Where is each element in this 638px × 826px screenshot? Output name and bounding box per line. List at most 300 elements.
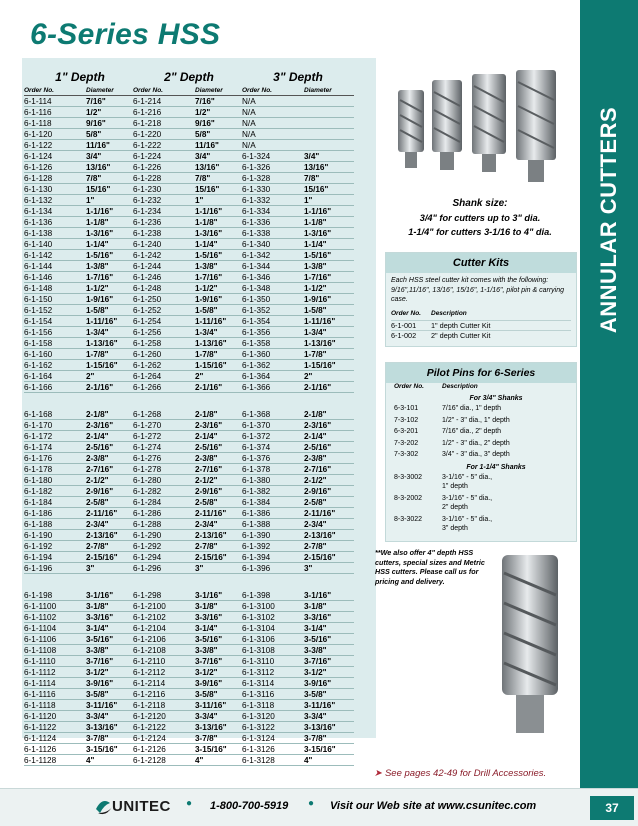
- table-row: [133, 162, 245, 173]
- table-row: [24, 508, 136, 519]
- table-row: [242, 195, 354, 206]
- order-no: 6-1-3102: [242, 613, 275, 622]
- pin-description: 1/2" - 3" dia., 1" depth: [442, 416, 510, 424]
- order-no: 6-1-146: [24, 273, 53, 282]
- order-no: 6-1-1100: [24, 602, 57, 611]
- table-row: [24, 360, 136, 371]
- diameter: 11/16": [86, 141, 110, 150]
- pin-description: 7/16" dia., 2" depth: [442, 428, 502, 435]
- table-row: [242, 733, 354, 744]
- diameter: 2-3/8": [195, 454, 218, 463]
- table-row: [24, 162, 136, 173]
- diameter: 1-13/16": [304, 339, 336, 348]
- table-row: [242, 382, 354, 393]
- diameter: 3-7/16": [86, 657, 114, 666]
- diameter: 15/16": [86, 185, 111, 194]
- table-row: [242, 563, 354, 574]
- table-row: [24, 294, 136, 305]
- table-row: [133, 442, 245, 453]
- diameter: 3-15/16": [86, 745, 118, 754]
- order-no: 6-1-132: [24, 196, 53, 205]
- order-no: 6-1-1116: [24, 690, 56, 699]
- table-row: [24, 733, 136, 744]
- diameter: 2-7/8": [195, 542, 218, 551]
- table-row: [133, 349, 245, 360]
- table-row: [24, 645, 136, 656]
- diameter: 2-1/16": [195, 383, 223, 392]
- order-no: 6-1-386: [242, 509, 271, 518]
- diameter: 3-7/8": [86, 734, 109, 743]
- table-row: [24, 316, 136, 327]
- group-spacer: [242, 574, 354, 590]
- order-no: 6-1-282: [133, 487, 162, 496]
- diameter: 1-5/16": [304, 251, 332, 260]
- pin-description: 3/4" - 3" dia., 3" depth: [442, 451, 510, 458]
- table-row: [242, 316, 354, 327]
- diameter: 1-1/8": [86, 218, 109, 227]
- table-row: [24, 195, 136, 206]
- diameter: 1-3/4": [304, 328, 327, 337]
- diameter: 1-1/2": [304, 284, 327, 293]
- order-no: 6-1-2120: [133, 712, 166, 721]
- table-row: [133, 382, 245, 393]
- diameter: 2": [86, 372, 95, 381]
- pin-description-line-2: 2" depth: [442, 504, 468, 511]
- diameter: 2-15/16": [195, 553, 227, 562]
- order-no: 6-1-2114: [133, 679, 166, 688]
- table-row: [133, 508, 245, 519]
- order-no: 6-1-326: [242, 163, 271, 172]
- table-row: [242, 700, 354, 711]
- diameter: 2-1/2": [86, 476, 109, 485]
- table-row: [24, 656, 136, 667]
- diameter: 1": [195, 196, 204, 205]
- diameter: 1-13/16": [195, 339, 227, 348]
- diameter: 7/16": [86, 97, 106, 106]
- table-row: [133, 700, 245, 711]
- diameter: 15/16": [304, 185, 329, 194]
- order-no: 6-1-2108: [133, 646, 166, 655]
- diameter: 2-5/16": [195, 443, 223, 452]
- diameter: 3-15/16": [304, 745, 336, 754]
- order-no: 6-1-2102: [133, 613, 166, 622]
- table-row: [242, 184, 354, 195]
- order-no: 6-1-116: [24, 108, 52, 117]
- diameter: 2-3/16": [86, 421, 114, 430]
- pilot-pins-title: Pilot Pins for 6-Series: [386, 363, 576, 383]
- table-row: [24, 431, 136, 442]
- table-row: [133, 541, 245, 552]
- order-no: N/A: [242, 119, 256, 128]
- pin-order-no: 6-3-201: [394, 428, 419, 435]
- table-row: [242, 327, 354, 338]
- diameter: 1": [86, 196, 95, 205]
- diameter: 3-11/16": [195, 701, 227, 710]
- diameter: 1-7/8": [304, 350, 327, 359]
- special-sizes-note: **We also offer 4" depth HSS cutters, special sizes and Metric HSS cutters. Please call us for pricing and delivery.: [375, 548, 485, 586]
- order-no: 6-1-290: [133, 531, 162, 540]
- pins-section-34: For 3/4" Shanks: [469, 395, 523, 402]
- kit-order-no: 6-1-002: [391, 330, 417, 340]
- group-spacer: [133, 393, 245, 409]
- order-no: 6-1-136: [24, 218, 53, 227]
- diameter: 2-3/4": [86, 520, 109, 529]
- diameter: 2-1/8": [86, 410, 109, 419]
- diameter: 1/2": [195, 108, 211, 117]
- order-no: 6-1-2126: [133, 745, 166, 754]
- diameter: 2-3/8": [304, 454, 327, 463]
- table-row: [242, 173, 354, 184]
- order-no: 6-1-364: [242, 372, 271, 381]
- table-row: [242, 464, 354, 475]
- table-row: [133, 678, 245, 689]
- diameter: 2-11/16": [304, 509, 336, 518]
- order-no: 6-1-3110: [242, 657, 275, 666]
- order-no: 6-1-184: [24, 498, 53, 507]
- cutter-kits-title: Cutter Kits: [386, 253, 576, 273]
- diameter: 1-3/8": [195, 262, 218, 271]
- column-headers: [24, 86, 136, 96]
- diameter: 1-3/4": [86, 328, 109, 337]
- order-no: 6-1-2128: [133, 756, 166, 765]
- table-row: [242, 371, 354, 382]
- table-row: [24, 283, 136, 294]
- order-no: 6-1-192: [24, 542, 53, 551]
- order-no: 6-1-342: [242, 251, 271, 260]
- order-no: 6-1-220: [133, 130, 162, 139]
- diameter: 2-1/2": [304, 476, 327, 485]
- table-row: [242, 656, 354, 667]
- order-no: 6-1-148: [24, 284, 53, 293]
- table-row: [242, 453, 354, 464]
- order-no: 6-1-166: [24, 383, 53, 392]
- diameter: 3": [86, 564, 95, 573]
- table-row: [242, 228, 354, 239]
- depth-title: 3" Depth: [273, 70, 323, 84]
- order-no: 6-1-178: [24, 465, 53, 474]
- table-row: [24, 96, 136, 107]
- order-no: 6-1-260: [133, 350, 162, 359]
- order-no: 6-1-142: [24, 251, 53, 260]
- pin-description-line-1: 3-1/16" - 5" dia.,: [442, 494, 493, 502]
- table-row: [133, 601, 245, 612]
- order-no: 6-1-236: [133, 218, 162, 227]
- order-no: 6-1-266: [133, 383, 162, 392]
- table-row: [24, 552, 136, 563]
- order-no: 6-1-180: [24, 476, 53, 485]
- depth-column: [133, 70, 245, 766]
- table-row: [133, 667, 245, 678]
- diameter-header: Diameter: [86, 87, 114, 94]
- pin-order-no: 7-3-202: [394, 439, 419, 447]
- table-row: [242, 645, 354, 656]
- order-no: 6-1-392: [242, 542, 271, 551]
- table-row: [242, 612, 354, 623]
- table-row: [24, 261, 136, 272]
- shank-title: Shank size:: [452, 198, 508, 209]
- order-no: 6-1-328: [242, 174, 271, 183]
- order-no: 6-1-2106: [133, 635, 166, 644]
- diameter: 1-7/8": [195, 350, 218, 359]
- diameter: 1-5/8": [195, 306, 218, 315]
- order-no: 6-1-218: [133, 119, 162, 128]
- order-no: 6-1-354: [242, 317, 271, 326]
- table-row: [133, 327, 245, 338]
- order-no: 6-1-3114: [242, 679, 275, 688]
- order-no: 6-1-3104: [242, 624, 275, 633]
- order-no: 6-1-188: [24, 520, 53, 529]
- order-no: 6-1-366: [242, 383, 271, 392]
- diameter: 1-1/16": [304, 207, 332, 216]
- table-row: [242, 162, 354, 173]
- diameter: 1-1/4": [195, 240, 218, 249]
- order-no: 6-1-118: [24, 119, 52, 128]
- order-no: 6-1-330: [242, 185, 271, 194]
- order-no: N/A: [242, 130, 256, 139]
- table-row: [24, 272, 136, 283]
- diameter: 2-7/16": [86, 465, 114, 474]
- order-no: 6-1-378: [242, 465, 271, 474]
- table-row: [24, 755, 136, 766]
- order-no: 6-1-130: [24, 185, 53, 194]
- table-row: [242, 140, 354, 151]
- pin-description: [442, 494, 492, 513]
- table-row: [133, 645, 245, 656]
- diameter: 2-1/4": [195, 432, 218, 441]
- diameter: 3-5/16": [195, 635, 223, 644]
- order-no: 6-1-274: [133, 443, 162, 452]
- table-row: [24, 442, 136, 453]
- diameter: 3-9/16": [304, 679, 332, 688]
- table-row: [242, 283, 354, 294]
- table-row: [24, 722, 136, 733]
- table-row: [133, 283, 245, 294]
- table-row: [242, 431, 354, 442]
- table-row: [24, 409, 136, 420]
- table-row: [133, 360, 245, 371]
- diameter: 2-7/8": [304, 542, 327, 551]
- diameter: 2-3/8": [86, 454, 109, 463]
- order-no: 6-1-258: [133, 339, 162, 348]
- table-row: [242, 250, 354, 261]
- order-no: 6-1-3116: [242, 690, 275, 699]
- order-no: 6-1-376: [242, 454, 271, 463]
- order-no: 6-1-2104: [133, 624, 166, 633]
- diameter: 4": [195, 756, 204, 765]
- order-no: 6-1-158: [24, 339, 53, 348]
- diameter: 1-1/4": [304, 240, 327, 249]
- diameter: 3-9/16": [86, 679, 114, 688]
- table-row: [242, 239, 354, 250]
- table-row: [242, 744, 354, 755]
- order-no: 6-1-224: [133, 152, 162, 161]
- order-no: 6-1-384: [242, 498, 271, 507]
- diameter: 1-9/16": [304, 295, 332, 304]
- pin-order-no: 8-3-2002: [394, 494, 423, 502]
- diameter: 1-3/16": [195, 229, 223, 238]
- pin-description: 7/16" dia., 1" depth: [442, 405, 502, 412]
- table-row: [24, 349, 136, 360]
- order-no: 6-1-372: [242, 432, 271, 441]
- order-no: 6-1-230: [133, 185, 162, 194]
- order-no: 6-1-128: [24, 174, 53, 183]
- diameter: 2-11/16": [86, 509, 118, 518]
- diameter: 3-3/4": [86, 712, 109, 721]
- diameter: 2-9/16": [304, 487, 332, 496]
- order-no: 6-1-288: [133, 520, 162, 529]
- diameter: 3-13/16": [86, 723, 118, 732]
- order-no: 6-1-264: [133, 372, 162, 381]
- diameter: 1-1/8": [304, 218, 327, 227]
- diameter: 1-3/8": [86, 262, 109, 271]
- order-no: 6-1-164: [24, 372, 53, 381]
- order-no: N/A: [242, 141, 256, 150]
- order-no: 6-1-172: [24, 432, 53, 441]
- diameter: 2-9/16": [86, 487, 114, 496]
- side-label: ANNULAR CUTTERS: [596, 106, 621, 334]
- pin-order-no: 6-3-101: [394, 405, 419, 412]
- diameter: 3-1/4": [86, 624, 109, 633]
- diameter: 1-1/8": [195, 218, 218, 227]
- order-no: 6-1-374: [242, 443, 271, 452]
- order-no: 6-1-170: [24, 421, 53, 430]
- order-no: 6-1-114: [24, 97, 52, 106]
- order-no: 6-1-1128: [24, 756, 57, 765]
- table-row: [24, 486, 136, 497]
- diameter: 3-5/8": [86, 690, 109, 699]
- order-no: 6-1-134: [24, 207, 53, 216]
- order-no: 6-1-394: [242, 553, 271, 562]
- table-row: [24, 497, 136, 508]
- diameter: 1-1/2": [86, 284, 109, 293]
- diameter: 1-7/16": [86, 273, 114, 282]
- pins-col-desc: Description: [442, 383, 478, 390]
- order-no: 6-1-242: [133, 251, 162, 260]
- see-pages-link[interactable]: [374, 768, 546, 779]
- table-row: [133, 409, 245, 420]
- table-row: [133, 590, 245, 601]
- diameter: 1/2": [86, 108, 102, 117]
- table-row: [133, 623, 245, 634]
- order-no-header: Order No.: [242, 87, 272, 94]
- order-no: 6-1-338: [242, 229, 271, 238]
- diameter: 5/8": [86, 130, 102, 139]
- diameter: 7/8": [195, 174, 211, 183]
- phone-number[interactable]: 1-800-700-5919: [210, 800, 289, 812]
- bullet-icon: ●: [308, 798, 315, 809]
- depth-column: [24, 70, 136, 766]
- order-no: 6-1-194: [24, 553, 53, 562]
- table-row: [133, 129, 245, 140]
- diameter: 1-7/16": [195, 273, 223, 282]
- table-row: [242, 305, 354, 316]
- diameter: 1-11/16": [195, 317, 227, 326]
- website-link[interactable]: Visit our Web site at www.csunitec.com: [330, 800, 537, 812]
- order-no: 6-1-276: [133, 454, 162, 463]
- table-row: [242, 409, 354, 420]
- table-row: [24, 338, 136, 349]
- diameter: 2": [304, 372, 313, 381]
- diameter: 15/16": [195, 185, 220, 194]
- diameter: 3-9/16": [195, 679, 223, 688]
- table-row: [24, 420, 136, 431]
- depth-column: [242, 70, 354, 766]
- order-no: 6-1-1124: [24, 734, 57, 743]
- diameter: 3-1/2": [86, 668, 109, 677]
- table-row: [24, 744, 136, 755]
- table-row: [133, 420, 245, 431]
- order-no: 6-1-144: [24, 262, 53, 271]
- diameter: 2-1/16": [86, 383, 114, 392]
- order-no: 6-1-1110: [24, 657, 56, 666]
- order-no: 6-1-214: [133, 97, 162, 106]
- table-row: [133, 140, 245, 151]
- order-no: 6-1-160: [24, 350, 53, 359]
- order-no: 6-1-1104: [24, 624, 57, 633]
- table-row: [133, 519, 245, 530]
- diameter: 2-3/16": [304, 421, 332, 430]
- table-row: [133, 305, 245, 316]
- diameter: 1-11/16": [86, 317, 118, 326]
- diameter: 7/16": [195, 97, 215, 106]
- order-no-header: Order No.: [133, 87, 163, 94]
- logo-text: UNITEC: [112, 798, 171, 815]
- diameter: 3-3/8": [304, 646, 327, 655]
- order-no: 6-1-232: [133, 196, 162, 205]
- kit-order-no: 6-1-001: [391, 320, 417, 330]
- diameter: 2-3/16": [195, 421, 223, 430]
- column-headers: [242, 86, 354, 96]
- table-row: [24, 634, 136, 645]
- table-row: [242, 96, 354, 107]
- group-spacer: [133, 574, 245, 590]
- diameter: 1-1/4": [86, 240, 109, 249]
- table-row: [133, 475, 245, 486]
- diameter: 2-5/8": [195, 498, 218, 507]
- table-row: [24, 689, 136, 700]
- table-row: [24, 590, 136, 601]
- cutter-closeup-image: [488, 545, 573, 740]
- diameter: 3-1/16": [86, 591, 114, 600]
- order-no: 6-1-324: [242, 152, 271, 161]
- diameter: 9/16": [195, 119, 215, 128]
- order-no: 6-1-3122: [242, 723, 275, 732]
- order-no: 6-1-344: [242, 262, 271, 271]
- order-no: 6-1-226: [133, 163, 162, 172]
- pin-row: [394, 439, 568, 449]
- table-row: [24, 173, 136, 184]
- table-row: [24, 206, 136, 217]
- order-no: 6-1-176: [24, 454, 53, 463]
- order-no: 6-1-234: [133, 207, 162, 216]
- table-row: [24, 667, 136, 678]
- table-row: [24, 184, 136, 195]
- table-row: [242, 206, 354, 217]
- diameter: 7/8": [86, 174, 102, 183]
- order-no: 6-1-332: [242, 196, 271, 205]
- order-no: 6-1-278: [133, 465, 162, 474]
- order-no: 6-1-2116: [133, 690, 166, 699]
- order-no: 6-1-174: [24, 443, 53, 452]
- table-row: [24, 371, 136, 382]
- order-no: 6-1-1114: [24, 679, 56, 688]
- diameter: 2-7/16": [195, 465, 223, 474]
- cutter-kits-description: Each HSS steel cutter kit comes with the following: 9/16",11/16", 13/16", 15/16", 1-1/16", pilot pin & carrying case.: [391, 277, 565, 303]
- kit-row: [391, 320, 571, 330]
- table-row: [242, 530, 354, 541]
- table-row: [24, 541, 136, 552]
- order-no: 6-1-196: [24, 564, 53, 573]
